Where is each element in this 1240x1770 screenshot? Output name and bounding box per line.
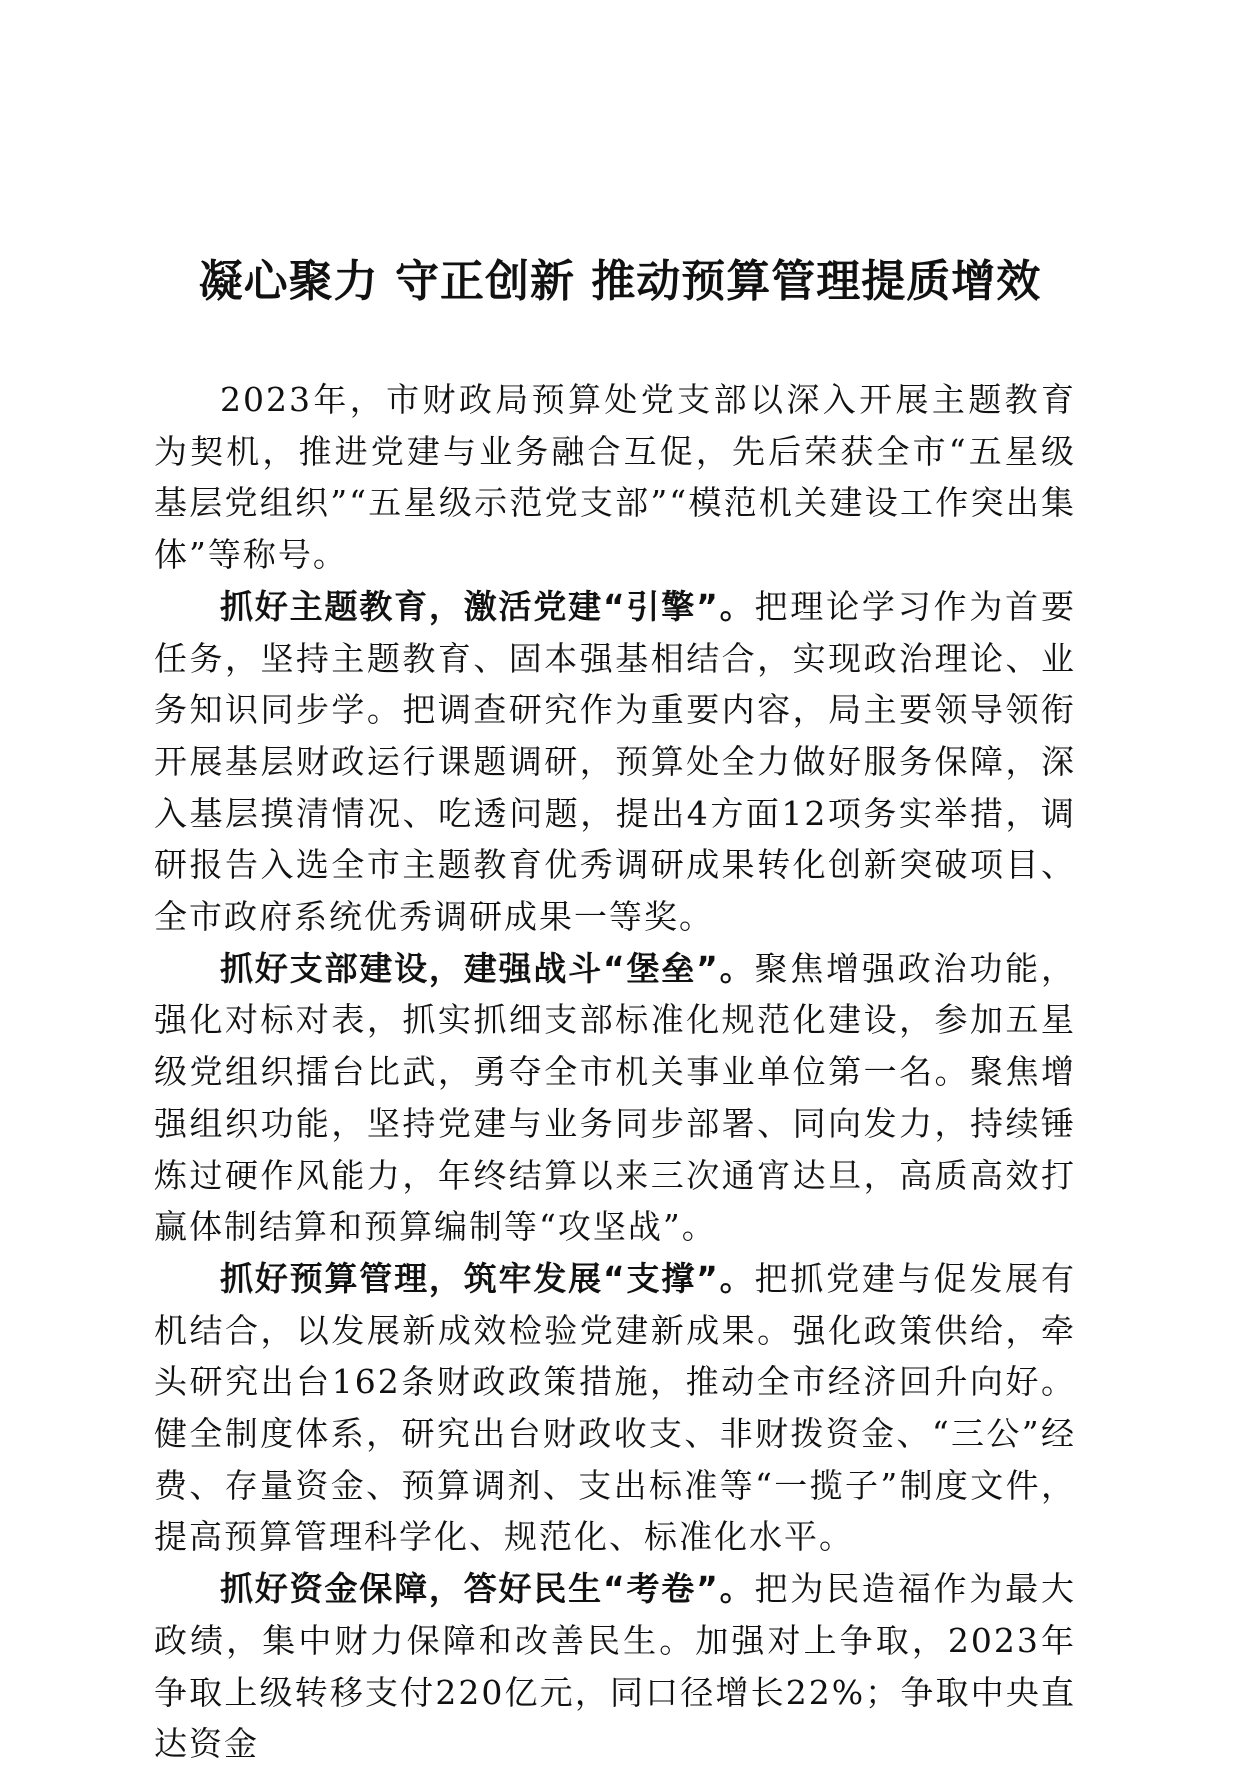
paragraph-text: 2023年，市财政局预算处党支部以深入开展主题教育为契机，推进党建与业务融合互促，先后荣获全市“五星级基层党组织”“五星级示范党支部”“模范机关建设工作突出集体”等称号。: [154, 380, 1076, 575]
paragraph-funding-guarantee: [154, 1563, 1076, 1770]
paragraph-text: 把抓党建与促发展有机结合，以发展新成效检验党建新成果。强化政策供给，牵头研究出台162条财政政策措施，推动全市经济回升向好。健全制度体系，研究出台财政收支、非财拨资金、“三公”经费、存量资金、预算调剂、支出标准等“一揽子”制度文件，提高预算管理科学化、规范化、标准化水平。: [154, 1258, 1076, 1557]
paragraph-text: 把为民造福作为最大政绩，集中财力保障和改善民生。加强对上争取，2023年争取上级转移支付220亿元，同口径增长22%；争取中央直达资金: [154, 1569, 1076, 1764]
document-title: 凝心聚力 守正创新 推动预算管理提质增效: [198, 256, 1042, 307]
paragraph-lead: 抓好预算管理，筑牢发展“支撑”。: [220, 1258, 755, 1298]
paragraph-theme-education: [154, 581, 1076, 943]
document-body: [154, 374, 1076, 1770]
paragraph-lead: 抓好主题教育，激活党建“引擎”。: [220, 586, 755, 626]
paragraph-branch-building: [154, 943, 1076, 1253]
paragraph-intro: [154, 374, 1076, 581]
paragraph-text: 把理论学习作为首要任务，坚持主题教育、固本强基相结合，实现政治理论、业务知识同步学。把调查研究作为重要内容，局主要领导领衔开展基层财政运行课题调研，预算处全力做好服务保障，深入基层摸清情况、吃透问题，提出4方面12项务实举措，调研报告入选全市主题教育优秀调研成果转化创新突破项目、全市政府系统优秀调研成果一等奖。: [154, 586, 1076, 937]
paragraph-text: 聚焦增强政治功能，强化对标对表，抓实抓细支部标准化规范化建设，参加五星级党组织擂台比武，勇夺全市机关事业单位第一名。聚焦增强组织功能，坚持党建与业务同步部署、同向发力，持续锤炼过硬作风能力，年终结算以来三次通宵达旦，高质高效打赢体制结算和预算编制等“攻坚战”。: [154, 948, 1076, 1247]
paragraph-budget-management: [154, 1253, 1076, 1563]
paragraph-lead: 抓好支部建设，建强战斗“堡垒”。: [220, 948, 755, 988]
paragraph-lead: 抓好资金保障，答好民生“考卷”。: [220, 1569, 755, 1609]
